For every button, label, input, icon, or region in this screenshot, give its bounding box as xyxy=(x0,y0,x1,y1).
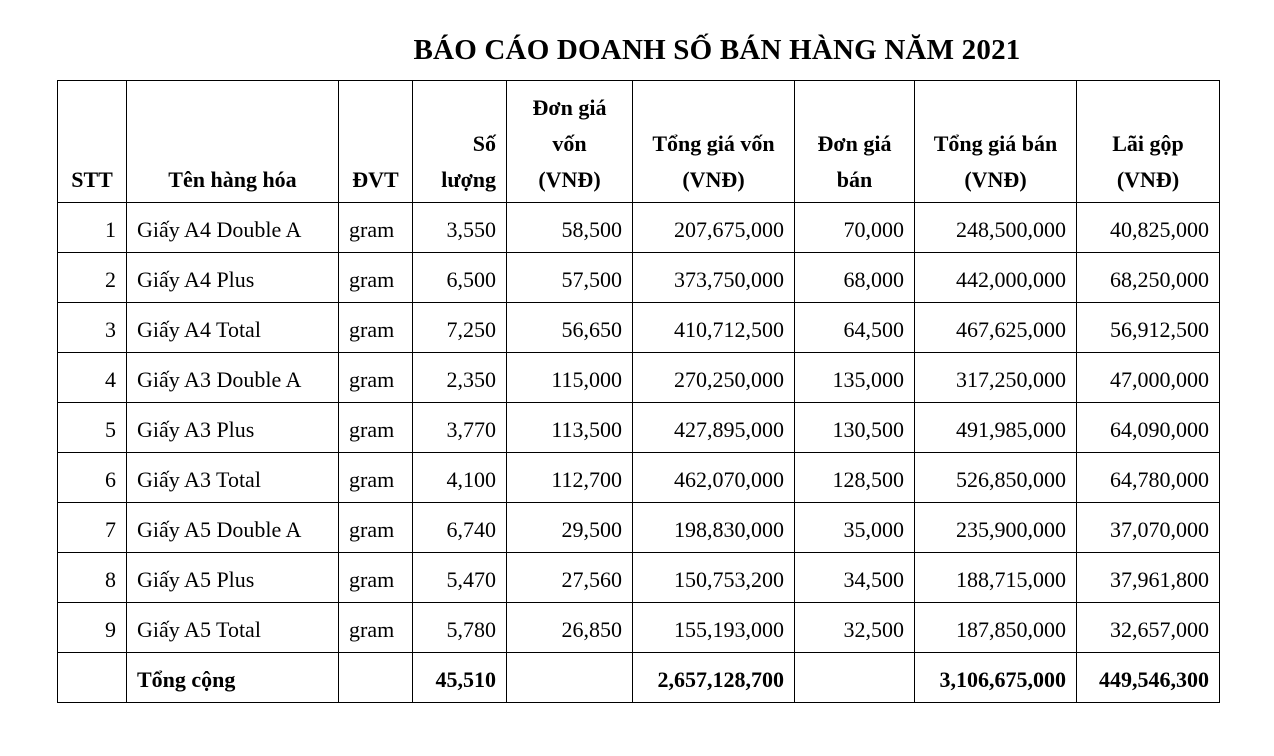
total-cost-cell: 270,250,000 xyxy=(633,353,795,403)
unit-cost-cell: 29,500 xyxy=(507,503,633,553)
header-stt xyxy=(58,81,127,203)
unit-cell: gram xyxy=(339,353,413,403)
unit-price-cell: 32,500 xyxy=(795,603,915,653)
stt-cell: 9 xyxy=(58,603,127,653)
qty-cell: 7,250 xyxy=(413,303,507,353)
gross-profit-cell: 56,912,500 xyxy=(1077,303,1220,353)
total-unit-cell xyxy=(339,653,413,703)
unit-price-cell: 128,500 xyxy=(795,453,915,503)
qty-cell: 5,470 xyxy=(413,553,507,603)
unit-price-cell: 130,500 xyxy=(795,403,915,453)
unit-cell: gram xyxy=(339,503,413,553)
total-row xyxy=(58,653,1220,703)
product-name-cell: Giấy A3 Plus xyxy=(127,403,339,453)
total-gross-profit: 449,546,300 xyxy=(1077,653,1220,703)
unit-cost-cell: 112,700 xyxy=(507,453,633,503)
unit-price-cell: 64,500 xyxy=(795,303,915,353)
total-sales-cell: 235,900,000 xyxy=(915,503,1077,553)
table-row xyxy=(58,553,1220,603)
gross-profit-cell: 64,090,000 xyxy=(1077,403,1220,453)
gross-profit-cell: 37,961,800 xyxy=(1077,553,1220,603)
total-sales-cell: 188,715,000 xyxy=(915,553,1077,603)
header-unit-price xyxy=(795,81,915,203)
gross-profit-cell: 47,000,000 xyxy=(1077,353,1220,403)
header-unit-cost-line: (VNĐ) xyxy=(538,167,601,192)
header-gross-profit-line: (VNĐ) xyxy=(1116,167,1180,192)
table-row xyxy=(58,453,1220,503)
product-name-cell: Giấy A5 Plus xyxy=(127,553,339,603)
gross-profit-cell: 40,825,000 xyxy=(1077,203,1220,253)
product-name-cell: Giấy A3 Total xyxy=(127,453,339,503)
stt-cell: 4 xyxy=(58,353,127,403)
unit-cell: gram xyxy=(339,203,413,253)
qty-cell: 6,740 xyxy=(413,503,507,553)
report-title: BÁO CÁO DOANH SỐ BÁN HÀNG NĂM 2021 xyxy=(413,34,1021,66)
total-unit-price-cell xyxy=(795,653,915,703)
stt-cell: 5 xyxy=(58,403,127,453)
table-row xyxy=(58,503,1220,553)
total-sales-cell: 491,985,000 xyxy=(915,403,1077,453)
total-sales-cell: 317,250,000 xyxy=(915,353,1077,403)
table-row xyxy=(58,253,1220,303)
unit-price-cell: 135,000 xyxy=(795,353,915,403)
unit-cost-cell: 58,500 xyxy=(507,203,633,253)
total-cost-cell: 155,193,000 xyxy=(633,603,795,653)
unit-cost-cell: 115,000 xyxy=(507,353,633,403)
total-sales-cell: 442,000,000 xyxy=(915,253,1077,303)
header-qty-line: lượng xyxy=(441,167,496,192)
product-name-cell: Giấy A3 Double A xyxy=(127,353,339,403)
header-qty xyxy=(413,81,507,203)
product-name-cell: Giấy A5 Total xyxy=(127,603,339,653)
unit-cost-cell: 113,500 xyxy=(507,403,633,453)
total-total-sales: 3,106,675,000 xyxy=(915,653,1077,703)
gross-profit-cell: 32,657,000 xyxy=(1077,603,1220,653)
qty-cell: 3,770 xyxy=(413,403,507,453)
unit-cost-cell: 57,500 xyxy=(507,253,633,303)
total-cost-cell: 462,070,000 xyxy=(633,453,795,503)
total-sales-cell: 526,850,000 xyxy=(915,453,1077,503)
stt-cell: 1 xyxy=(58,203,127,253)
header-stt-line: STT xyxy=(71,167,113,192)
product-name-cell: Giấy A5 Double A xyxy=(127,503,339,553)
header-unit-line: ĐVT xyxy=(352,167,399,192)
header-qty-line: Số xyxy=(472,131,496,156)
stt-cell: 8 xyxy=(58,553,127,603)
product-name-cell: Giấy A4 Total xyxy=(127,303,339,353)
sales-report-table xyxy=(57,80,1220,703)
header-gross-profit xyxy=(1077,81,1220,203)
qty-cell: 3,550 xyxy=(413,203,507,253)
total-sales-cell: 467,625,000 xyxy=(915,303,1077,353)
qty-cell: 5,780 xyxy=(413,603,507,653)
total-qty: 45,510 xyxy=(413,653,507,703)
total-total-cost: 2,657,128,700 xyxy=(633,653,795,703)
table-row xyxy=(58,203,1220,253)
unit-price-cell: 34,500 xyxy=(795,553,915,603)
header-total-sales-line: Tổng giá bán xyxy=(933,131,1058,156)
total-stt-cell xyxy=(58,653,127,703)
header-total-cost-line: (VNĐ) xyxy=(682,167,745,192)
header-gross-profit-line: Lãi gộp xyxy=(1112,131,1184,156)
qty-cell: 4,100 xyxy=(413,453,507,503)
header-total-sales xyxy=(915,81,1077,203)
unit-price-cell: 70,000 xyxy=(795,203,915,253)
unit-cell: gram xyxy=(339,553,413,603)
unit-cost-cell: 27,560 xyxy=(507,553,633,603)
header-unit-cost-line: Đơn giá xyxy=(532,95,607,120)
total-cost-cell: 207,675,000 xyxy=(633,203,795,253)
stt-cell: 6 xyxy=(58,453,127,503)
stt-cell: 7 xyxy=(58,503,127,553)
unit-cell: gram xyxy=(339,403,413,453)
header-unit-price-line: bán xyxy=(836,167,873,192)
header-unit-cost-line: vốn xyxy=(552,131,587,156)
gross-profit-cell: 64,780,000 xyxy=(1077,453,1220,503)
gross-profit-cell: 37,070,000 xyxy=(1077,503,1220,553)
stt-cell: 3 xyxy=(58,303,127,353)
unit-cell: gram xyxy=(339,253,413,303)
total-cost-cell: 150,753,200 xyxy=(633,553,795,603)
total-unit-cost-cell xyxy=(507,653,633,703)
header-name xyxy=(127,81,339,203)
unit-cell: gram xyxy=(339,303,413,353)
product-name-cell: Giấy A4 Plus xyxy=(127,253,339,303)
header-unit-price-line: Đơn giá xyxy=(817,131,892,156)
total-sales-cell: 187,850,000 xyxy=(915,603,1077,653)
header-total-cost xyxy=(633,81,795,203)
unit-price-cell: 35,000 xyxy=(795,503,915,553)
gross-profit-cell: 68,250,000 xyxy=(1077,253,1220,303)
total-cost-cell: 373,750,000 xyxy=(633,253,795,303)
unit-cost-cell: 56,650 xyxy=(507,303,633,353)
header-unit-cost xyxy=(507,81,633,203)
total-cost-cell: 410,712,500 xyxy=(633,303,795,353)
qty-cell: 2,350 xyxy=(413,353,507,403)
table-row xyxy=(58,303,1220,353)
qty-cell: 6,500 xyxy=(413,253,507,303)
header-name-line: Tên hàng hóa xyxy=(168,167,297,192)
unit-price-cell: 68,000 xyxy=(795,253,915,303)
unit-cost-cell: 26,850 xyxy=(507,603,633,653)
table-row xyxy=(58,403,1220,453)
product-name-cell: Giấy A4 Double A xyxy=(127,203,339,253)
unit-cell: gram xyxy=(339,603,413,653)
header-row xyxy=(58,81,1220,203)
table-row xyxy=(58,353,1220,403)
total-sales-cell: 248,500,000 xyxy=(915,203,1077,253)
stt-cell: 2 xyxy=(58,253,127,303)
total-cost-cell: 198,830,000 xyxy=(633,503,795,553)
table-row xyxy=(58,603,1220,653)
header-total-cost-line: Tổng giá vốn xyxy=(652,131,775,156)
total-cost-cell: 427,895,000 xyxy=(633,403,795,453)
unit-cell: gram xyxy=(339,453,413,503)
header-total-sales-line: (VNĐ) xyxy=(964,167,1027,192)
header-unit xyxy=(339,81,413,203)
total-label: Tổng cộng xyxy=(127,653,339,703)
